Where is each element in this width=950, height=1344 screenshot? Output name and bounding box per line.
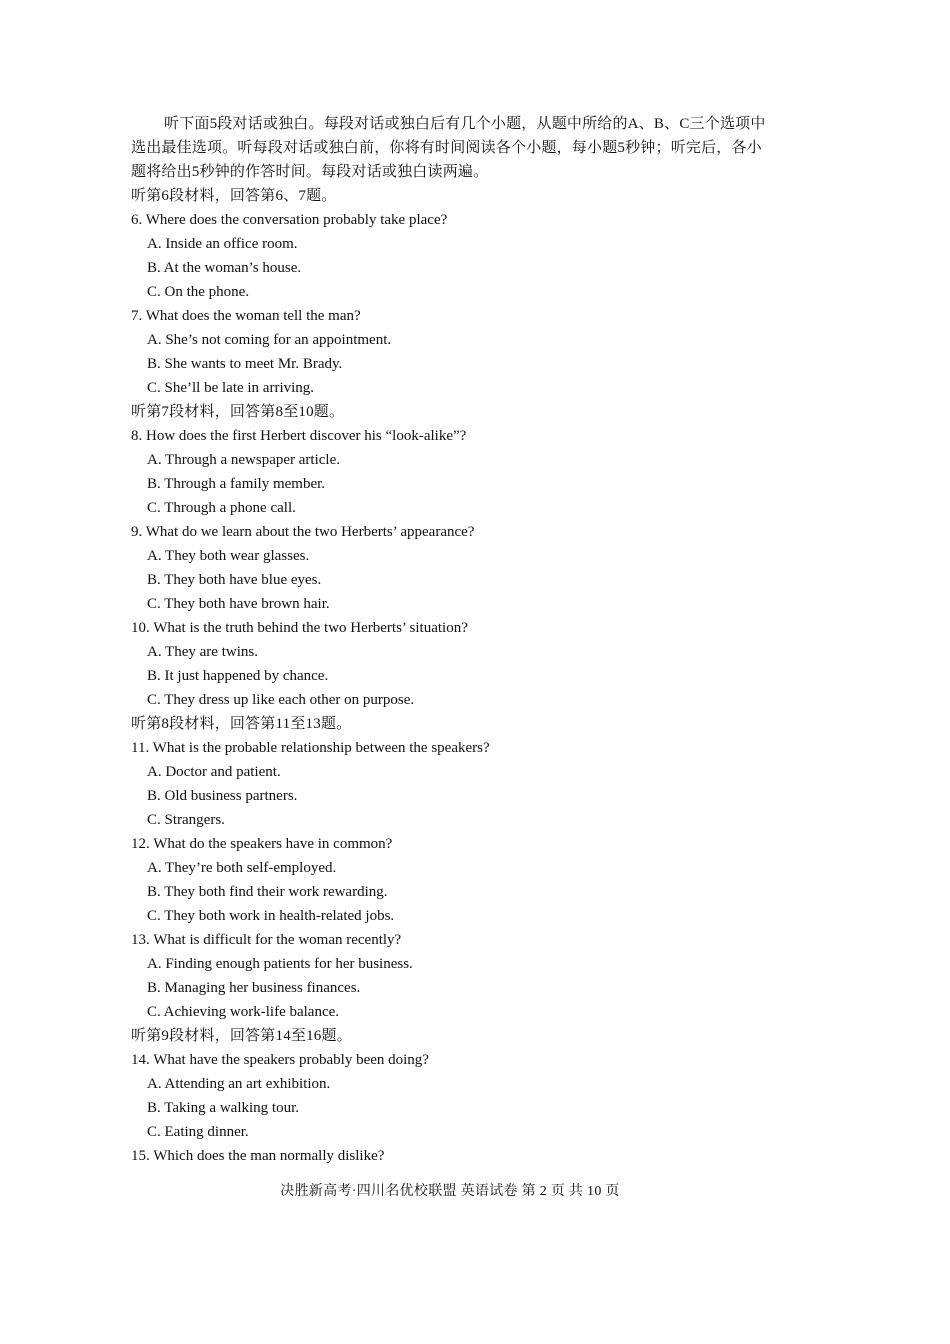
question-14-option-b: B. Taking a walking tour.: [147, 1100, 299, 1116]
question-11-option-c: C. Strangers.: [147, 812, 225, 828]
question-10-option-b: B. It just happened by chance.: [147, 668, 329, 684]
question-list: [131, 184, 771, 1168]
question-8-option-b: B. Through a family member.: [147, 476, 326, 492]
question-13-stem: 13. What is difficult for the woman recently?: [131, 932, 402, 948]
question-11-stem: 11. What is the probable relationship between the speakers?: [131, 740, 490, 756]
question-8-option-c: C. Through a phone call.: [147, 500, 296, 516]
question-6-option-b: B. At the woman’s house.: [147, 260, 302, 276]
question-7-stem: 7. What does the woman tell the man?: [131, 308, 361, 324]
question-13-option-b: B. Managing her business finances.: [147, 980, 361, 996]
question-9-option-a: A. They both wear glasses.: [147, 548, 310, 564]
question-9-option-b: B. They both have blue eyes.: [147, 572, 322, 588]
question-7-option-b: B. She wants to meet Mr. Brady.: [147, 356, 343, 372]
question-10-option-c: C. They dress up like each other on purpose.: [147, 692, 415, 708]
page-footer: 决胜新高考·四川名优校联盟 英语试卷 第 2 页 共 10 页: [280, 1184, 620, 1199]
question-11-option-a: A. Doctor and patient.: [147, 764, 281, 780]
question-10-option-a: A. They are twins.: [147, 644, 258, 660]
question-9-stem: 9. What do we learn about the two Herberts’ appearance?: [131, 524, 475, 540]
section-heading-8: 听第8段材料，回答第11至13题。: [131, 716, 352, 732]
section-heading-9: 听第9段材料，回答第14至16题。: [131, 1028, 352, 1044]
question-12-option-b: B. They both find their work rewarding.: [147, 884, 388, 900]
question-7-option-c: C. She’ll be late in arriving.: [147, 380, 315, 396]
question-13-option-c: C. Achieving work-life balance.: [147, 1004, 340, 1020]
question-14-stem: 14. What have the speakers probably been doing?: [131, 1052, 429, 1068]
question-12-option-a: A. They’re both self-employed.: [147, 860, 337, 876]
question-11-option-b: B. Old business partners.: [147, 788, 298, 804]
question-6-option-c: C. On the phone.: [147, 284, 250, 300]
question-12-option-c: C. They both work in health-related jobs.: [147, 908, 395, 924]
question-14-option-a: A. Attending an art exhibition.: [147, 1076, 331, 1092]
question-13-option-a: A. Finding enough patients for her business.: [147, 956, 413, 972]
instructions-paragraph: 听下面5段对话或独白。每段对话或独白后有几个小题，从题中所给的A、B、C三个选项中选出最佳选项。听每段对话或独白前，你将有时间阅读各个小题，每小题5秒钟；听完后，各小题将给出5秒钟的作答时间。每段对话或独白读两遍。: [131, 116, 766, 180]
question-9-option-c: C. They both have brown hair.: [147, 596, 330, 612]
question-7-option-a: A. She’s not coming for an appointment.: [147, 332, 392, 348]
question-15-stem: 15. Which does the man normally dislike?: [131, 1148, 385, 1164]
question-6-option-a: A. Inside an office room.: [147, 236, 298, 252]
question-10-stem: 10. What is the truth behind the two Herberts’ situation?: [131, 620, 468, 636]
question-8-option-a: A. Through a newspaper article.: [147, 452, 340, 468]
question-14-option-c: C. Eating dinner.: [147, 1124, 249, 1140]
question-6-stem: 6. Where does the conversation probably take place?: [131, 212, 448, 228]
question-8-stem: 8. How does the first Herbert discover his “look-alike”?: [131, 428, 467, 444]
section-heading-7: 听第7段材料，回答第8至10题。: [131, 404, 345, 420]
section-heading-6: 听第6段材料，回答第6、7题。: [131, 188, 337, 204]
question-12-stem: 12. What do the speakers have in common?: [131, 836, 393, 852]
